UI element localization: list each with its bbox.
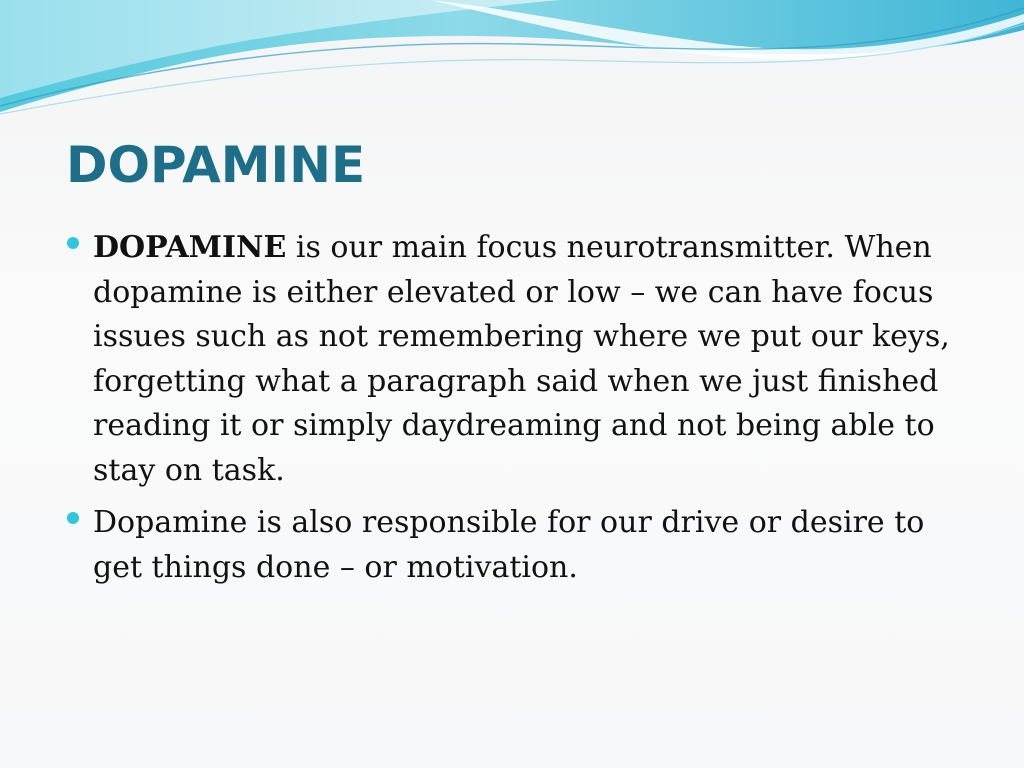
bullet-dot-icon xyxy=(67,512,79,524)
bullet-item xyxy=(64,226,969,493)
bullet-dot-icon xyxy=(67,237,79,249)
bullet-text: is our main focus neurotransmitter. When dopamine is either elevated or low – we can have focus issues such as not remembering where we put our keys, forgetting what a paragraph said when we just finished reading it or simply daydreaming and not being able to stay on task. xyxy=(93,230,950,488)
bullet-item xyxy=(64,501,969,590)
bullet-lead: DOPAMINE xyxy=(93,230,287,265)
bullet-text: Dopamine is also responsible for our drive or desire to get things done – or motivation. xyxy=(93,505,925,585)
wave-header-decoration xyxy=(0,0,1024,130)
bullet-list xyxy=(64,226,969,598)
slide-title: DOPAMINE xyxy=(66,136,366,194)
